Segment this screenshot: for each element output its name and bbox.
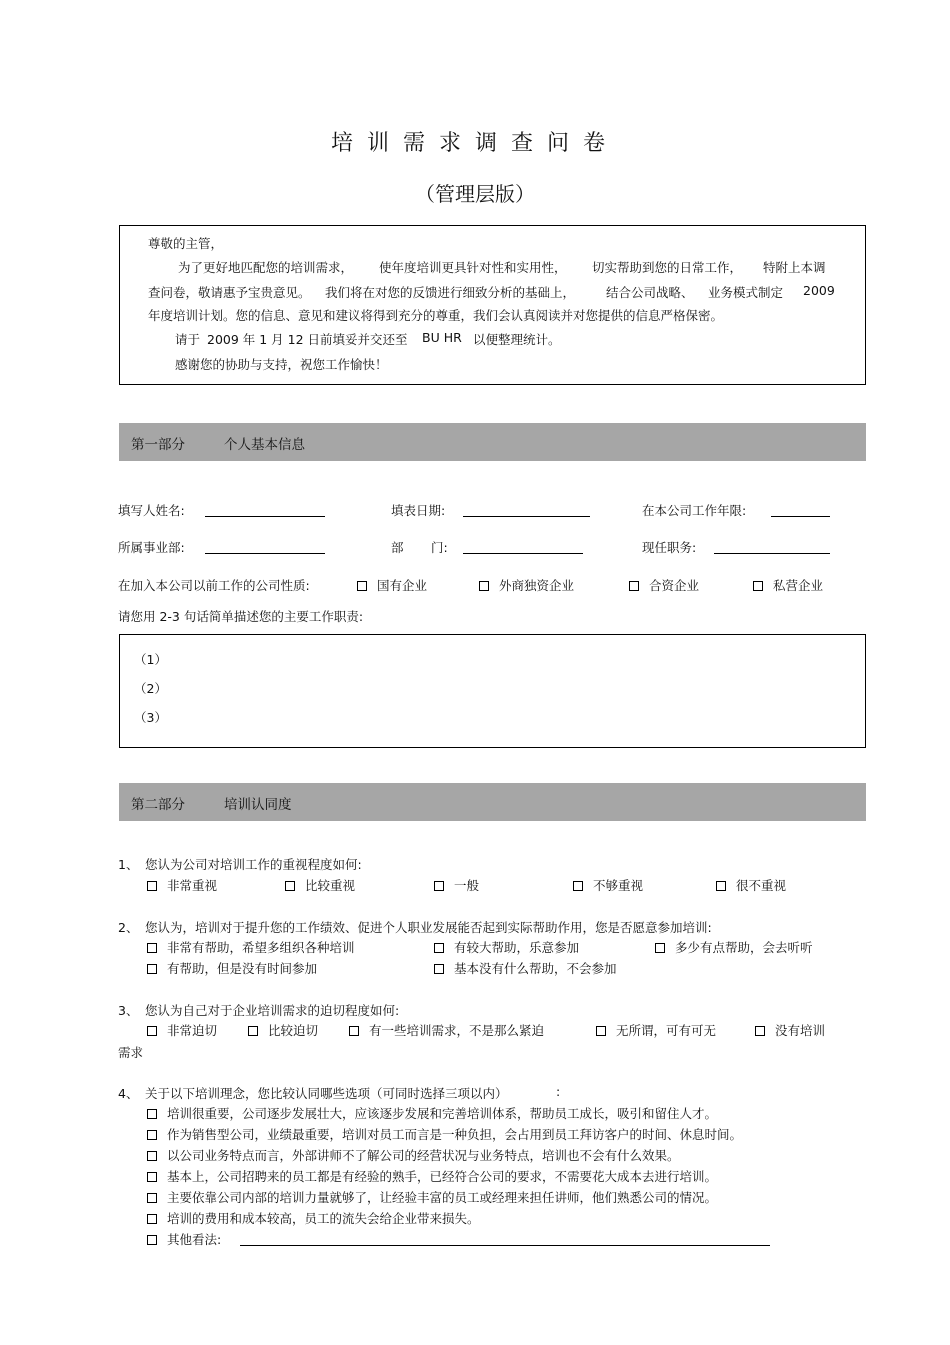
checkbox-icon[interactable] <box>248 1026 258 1036</box>
name-label: 填写人姓名: <box>118 503 185 518</box>
intro-text: 我们将在对您的反馈进行细致分析的基础上， <box>325 285 576 300</box>
intro-text: 为了更好地匹配您的培训需求， <box>178 260 354 275</box>
checkbox-icon[interactable] <box>147 964 157 974</box>
intro-thanks: 感谢您的协助与支持，祝您工作愉快！ <box>175 357 388 372</box>
duty-item: （2） <box>134 681 167 696</box>
checkbox-icon[interactable] <box>285 881 295 891</box>
q4-option-other[interactable]: 其他看法: <box>147 1230 221 1248</box>
section1-header <box>119 423 866 461</box>
q4-option[interactable]: 基本上，公司招聘来的员工都是有经验的熟手，已经符合公司的要求，不需要花大成本去进行培训。 <box>147 1167 717 1185</box>
company-type-option[interactable]: 国有企业 <box>357 576 427 594</box>
company-type-option[interactable]: 合资企业 <box>629 576 699 594</box>
position-label: 现任职务: <box>642 540 697 555</box>
other-opinion-field[interactable] <box>240 1245 770 1246</box>
page-subtitle: （管理层版） <box>415 182 535 206</box>
duty-item: （1） <box>134 652 167 667</box>
intro-text: 业务模式制定 <box>708 285 784 300</box>
q2-option[interactable]: 多少有点帮助，会去听听 <box>655 938 813 956</box>
checkbox-icon[interactable] <box>434 881 444 891</box>
name-field[interactable] <box>205 516 325 517</box>
date-label: 填表日期: <box>391 503 446 518</box>
q2-option[interactable]: 有较大帮助，乐意参加 <box>434 938 579 956</box>
checkbox-icon[interactable] <box>655 943 665 953</box>
intro-deadline-target: BU HR <box>422 330 462 345</box>
intro-greeting: 尊敬的主管， <box>148 236 224 251</box>
question-text: 您认为，培训对于提升您的工作绩效、促进个人职业发展能否起到实际帮助作用，您是否愿意参加培训: <box>145 920 712 935</box>
section1-label: 第一部分 <box>131 437 185 453</box>
q4-option[interactable]: 作为销售型公司，业绩最重要，培训对员工而言是一种负担，会占用到员工拜访客户的时间、休息时间。 <box>147 1125 742 1143</box>
checkbox-icon[interactable] <box>573 881 583 891</box>
checkbox-icon[interactable] <box>147 943 157 953</box>
checkbox-icon[interactable] <box>434 964 444 974</box>
q3-option[interactable]: 非常迫切 <box>147 1021 217 1039</box>
q1-option[interactable]: 比较重视 <box>285 876 355 894</box>
checkbox-icon[interactable] <box>357 581 367 591</box>
checkbox-icon[interactable] <box>755 1026 765 1036</box>
years-field[interactable] <box>771 516 830 517</box>
q1-option[interactable]: 非常重视 <box>147 876 217 894</box>
intro-text: 结合公司战略、 <box>606 285 694 300</box>
intro-text: 年度培训计划。您的信息、意见和建议将得到充分的尊重，我们会认真阅读并对您提供的信息严格保密。 <box>148 308 724 323</box>
section2-label: 第二部分 <box>131 797 185 813</box>
question-number: 3、 <box>118 1003 139 1018</box>
company-type-option[interactable]: 外商独资企业 <box>479 576 574 594</box>
q4-option[interactable]: 培训很重要，公司逐步发展壮大，应该逐步发展和完善培训体系，帮助员工成长，吸引和留住人才。 <box>147 1104 717 1122</box>
company-type-option[interactable]: 私营企业 <box>753 576 823 594</box>
checkbox-icon[interactable] <box>147 1151 157 1161</box>
duties-prompt: 请您用 2-3 句话简单描述您的主要工作职责: <box>118 609 364 624</box>
checkbox-icon[interactable] <box>349 1026 359 1036</box>
checkbox-icon[interactable] <box>479 581 489 591</box>
question-text: 关于以下培训理念，您比较认同哪些选项（可同时选择三项以内） <box>145 1086 508 1101</box>
q3-option-wrap: 需求 <box>118 1045 144 1060</box>
question-number: 4、 <box>118 1086 139 1101</box>
q3-option[interactable]: 比较迫切 <box>248 1021 318 1039</box>
q4-option[interactable]: 培训的费用和成本较高，员工的流失会给企业带来损失。 <box>147 1209 480 1227</box>
page-title: 培训需求调查问卷 <box>330 131 619 156</box>
dept-label: 部 <box>391 540 404 555</box>
checkbox-icon[interactable] <box>147 881 157 891</box>
q1-option[interactable]: 很不重视 <box>716 876 786 894</box>
checkbox-icon[interactable] <box>147 1214 157 1224</box>
intro-deadline: 请于 <box>175 332 201 347</box>
checkbox-icon[interactable] <box>147 1026 157 1036</box>
checkbox-icon[interactable] <box>629 581 639 591</box>
checkbox-icon[interactable] <box>434 943 444 953</box>
checkbox-icon[interactable] <box>147 1130 157 1140</box>
q3-option[interactable]: 有一些培训需求，不是那么紧迫 <box>349 1021 544 1039</box>
intro-text: 特附上本调 <box>763 260 826 275</box>
question-number: 1、 <box>118 857 139 872</box>
section2-title: 培训认同度 <box>224 797 292 813</box>
intro-text: 查问卷，敬请惠予宝贵意见。 <box>148 285 311 300</box>
checkbox-icon[interactable] <box>147 1235 157 1245</box>
q4-option[interactable]: 以公司业务特点而言，外部讲师不了解公司的经营状况与业务特点，培训也不会有什么效果。 <box>147 1146 680 1164</box>
duties-textarea[interactable] <box>119 634 866 748</box>
question-number: 2、 <box>118 920 139 935</box>
checkbox-icon[interactable] <box>147 1193 157 1203</box>
q3-option[interactable]: 无所谓，可有可无 <box>596 1021 716 1039</box>
intro-deadline: 以便整理统计。 <box>473 332 561 347</box>
dept-label: 门: <box>431 540 448 555</box>
question-text: 您认为自己对于企业培训需求的迫切程度如何: <box>145 1003 400 1018</box>
intro-text: 使年度培训更具针对性和实用性， <box>379 260 567 275</box>
q1-option[interactable]: 一般 <box>434 876 479 894</box>
intro-deadline-date: 2009 年 1 月 12 日前填妥并交还至 <box>207 332 408 347</box>
intro-text: 2009 <box>803 283 835 298</box>
checkbox-icon[interactable] <box>753 581 763 591</box>
checkbox-icon[interactable] <box>147 1172 157 1182</box>
checkbox-icon[interactable] <box>596 1026 606 1036</box>
q3-option[interactable]: 没有培训 <box>755 1021 825 1039</box>
checkbox-icon[interactable] <box>147 1109 157 1119</box>
question-text: 您认为公司对培训工作的重视程度如何: <box>145 857 362 872</box>
position-field[interactable] <box>714 553 830 554</box>
question-colon: : <box>556 1084 561 1099</box>
section1-title: 个人基本信息 <box>224 437 305 453</box>
q1-option[interactable]: 不够重视 <box>573 876 643 894</box>
q2-option[interactable]: 基本没有什么帮助，不会参加 <box>434 959 617 977</box>
duty-item: （3） <box>134 710 167 725</box>
q2-option[interactable]: 非常有帮助，希望多组织各种培训 <box>147 938 355 956</box>
date-field[interactable] <box>463 516 590 517</box>
division-field[interactable] <box>205 553 325 554</box>
section2-header <box>119 783 866 821</box>
q4-option[interactable]: 主要依靠公司内部的培训力量就够了，让经验丰富的员工或经理来担任讲师，他们熟悉公司的情况。 <box>147 1188 717 1206</box>
company-type-label: 在加入本公司以前工作的公司性质: <box>118 578 310 593</box>
intro-text: 切实帮助到您的日常工作， <box>592 260 743 275</box>
division-label: 所属事业部: <box>118 540 185 555</box>
q2-option[interactable]: 有帮助，但是没有时间参加 <box>147 959 317 977</box>
dept-field[interactable] <box>463 553 583 554</box>
checkbox-icon[interactable] <box>716 881 726 891</box>
years-label: 在本公司工作年限: <box>642 503 747 518</box>
